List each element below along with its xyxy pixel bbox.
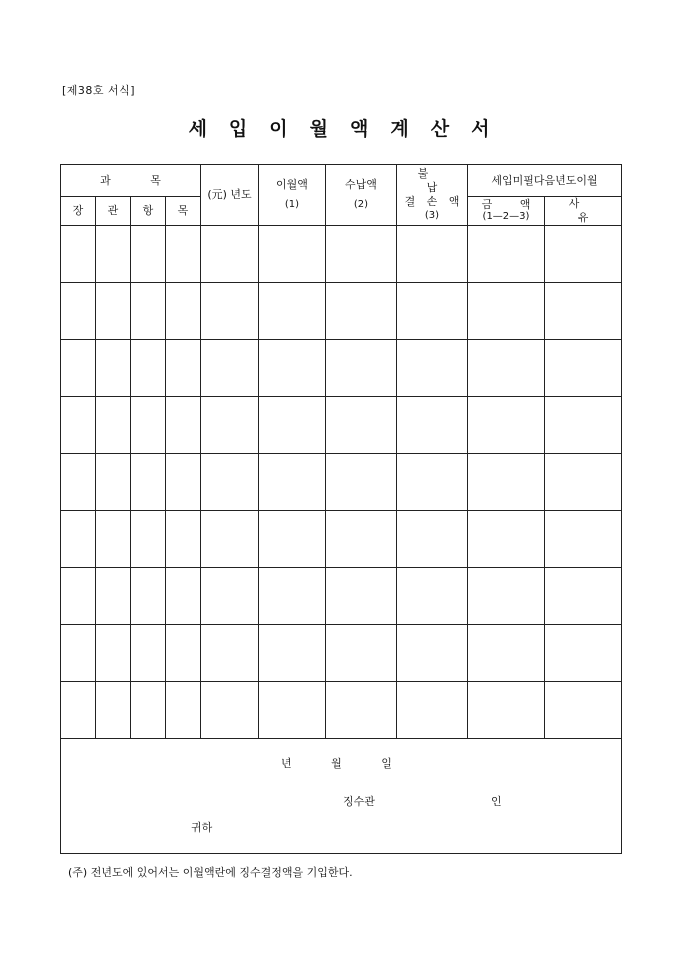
table-cell[interactable]: [166, 283, 201, 340]
table-cell[interactable]: [259, 340, 326, 397]
table-cell[interactable]: [545, 283, 622, 340]
table-cell[interactable]: [166, 454, 201, 511]
table-cell[interactable]: [61, 283, 96, 340]
table-cell[interactable]: [397, 682, 468, 739]
table-cell[interactable]: [131, 226, 166, 283]
table-cell[interactable]: [96, 625, 131, 682]
table-cell[interactable]: [96, 340, 131, 397]
table-cell[interactable]: [326, 568, 397, 625]
table-cell[interactable]: [61, 454, 96, 511]
header-row-1: [61, 165, 622, 197]
amount-label: 금 액: [481, 198, 543, 211]
table-cell[interactable]: [131, 625, 166, 682]
title-char: 월: [309, 118, 330, 140]
table-cell[interactable]: [545, 625, 622, 682]
table-cell[interactable]: [131, 283, 166, 340]
table-cell[interactable]: [259, 568, 326, 625]
table-cell[interactable]: [259, 226, 326, 283]
table-cell[interactable]: [259, 454, 326, 511]
table-cell[interactable]: [397, 226, 468, 283]
header-amount: [468, 197, 545, 226]
carryover-number: (1): [284, 199, 300, 210]
table-cell[interactable]: [259, 511, 326, 568]
signature-section: [61, 739, 622, 854]
table-row: [61, 340, 622, 397]
table-cell[interactable]: [201, 397, 259, 454]
table-cell[interactable]: [545, 397, 622, 454]
table-row: [61, 511, 622, 568]
table-cell[interactable]: [326, 397, 397, 454]
header-received: [326, 165, 397, 226]
carryover-label: 이월액: [276, 178, 308, 191]
title-char: 입: [228, 118, 250, 140]
table-cell[interactable]: [545, 226, 622, 283]
table-cell[interactable]: [468, 625, 545, 682]
received-number: (2): [353, 199, 369, 210]
table-cell[interactable]: [61, 226, 96, 283]
header-gwan: 관: [96, 197, 131, 226]
table-row: [61, 568, 622, 625]
table-cell[interactable]: [96, 397, 131, 454]
table-cell[interactable]: [201, 682, 259, 739]
table-cell[interactable]: [61, 397, 96, 454]
table-cell[interactable]: [201, 226, 259, 283]
footnote: (주) 전년도에 있어서는 이월액란에 징수결정액을 기입한다.: [68, 866, 353, 879]
table-cell[interactable]: [131, 454, 166, 511]
table-row: [61, 283, 622, 340]
table-cell[interactable]: [201, 625, 259, 682]
table-cell[interactable]: [166, 568, 201, 625]
header-next-year: 세입미필다음년도이월: [468, 165, 622, 197]
title-char: 계: [390, 118, 411, 140]
title-char: 서: [471, 118, 492, 140]
table-cell[interactable]: [61, 340, 96, 397]
header-carryover: [259, 165, 326, 226]
table-cell[interactable]: [468, 340, 545, 397]
table-cell[interactable]: [397, 454, 468, 511]
table-cell[interactable]: [545, 511, 622, 568]
table-cell[interactable]: [326, 625, 397, 682]
table-cell[interactable]: [61, 568, 96, 625]
table-cell[interactable]: [166, 682, 201, 739]
table-row: [61, 226, 622, 283]
table-cell[interactable]: [259, 397, 326, 454]
table-cell[interactable]: [468, 511, 545, 568]
table-cell[interactable]: [545, 682, 622, 739]
title-char: 산: [430, 118, 452, 140]
header-mok: 목: [166, 197, 201, 226]
table-cell[interactable]: [166, 511, 201, 568]
table-row: [61, 682, 622, 739]
table-cell[interactable]: [397, 625, 468, 682]
table-cell[interactable]: [96, 568, 131, 625]
form-number: [제38호 서식]: [62, 84, 136, 97]
table-cell[interactable]: [468, 397, 545, 454]
signature-cell: [61, 739, 622, 854]
table-row: [61, 625, 622, 682]
recipient-label: 귀하: [191, 821, 213, 834]
table-cell[interactable]: [326, 454, 397, 511]
table-cell[interactable]: [201, 568, 259, 625]
table-cell[interactable]: [131, 511, 166, 568]
table-cell[interactable]: [468, 568, 545, 625]
table-cell[interactable]: [201, 340, 259, 397]
table-cell[interactable]: [468, 226, 545, 283]
received-label: 수납액: [345, 178, 377, 191]
table-row: [61, 397, 622, 454]
table-cell[interactable]: [96, 682, 131, 739]
header-reason: 사 유: [545, 197, 622, 226]
table-cell[interactable]: [545, 568, 622, 625]
unpaid-label-line1: 불 납: [417, 167, 456, 194]
table-cell[interactable]: [468, 454, 545, 511]
header-unpaid: [397, 165, 468, 226]
title-char: 이: [269, 118, 290, 140]
table-cell[interactable]: [96, 226, 131, 283]
table-cell[interactable]: [201, 454, 259, 511]
table-cell[interactable]: [131, 568, 166, 625]
table-cell[interactable]: [326, 511, 397, 568]
table-cell[interactable]: [468, 682, 545, 739]
header-year: (元) 년도: [201, 165, 259, 226]
unpaid-label-line2: 결 손 액: [404, 195, 464, 208]
header-hang: 항: [131, 197, 166, 226]
table-cell[interactable]: [326, 682, 397, 739]
table-cell[interactable]: [545, 454, 622, 511]
table-cell[interactable]: [96, 454, 131, 511]
table-cell[interactable]: [259, 283, 326, 340]
title-char: 세: [188, 118, 209, 140]
header-subject: 과 목: [61, 165, 201, 197]
table-cell[interactable]: [326, 283, 397, 340]
table-cell[interactable]: [166, 397, 201, 454]
table-cell[interactable]: [326, 340, 397, 397]
table-cell[interactable]: [166, 226, 201, 283]
table-cell[interactable]: [96, 511, 131, 568]
table-cell[interactable]: [131, 682, 166, 739]
seal-mark: 인: [491, 795, 502, 808]
table-cell[interactable]: [201, 283, 259, 340]
table-cell[interactable]: [131, 397, 166, 454]
title-char: 액: [350, 118, 371, 140]
table-row: [61, 454, 622, 511]
table-cell[interactable]: [61, 682, 96, 739]
table-cell[interactable]: [131, 340, 166, 397]
table-cell[interactable]: [397, 283, 468, 340]
table-cell[interactable]: [397, 340, 468, 397]
table-cell[interactable]: [259, 682, 326, 739]
header-jang: 장: [61, 197, 96, 226]
table-cell[interactable]: [61, 511, 96, 568]
table-cell[interactable]: [201, 511, 259, 568]
table-cell[interactable]: [166, 625, 201, 682]
table-cell[interactable]: [96, 283, 131, 340]
document-title: [0, 114, 680, 141]
table-cell[interactable]: [397, 568, 468, 625]
date-line[interactable]: 년 월 일: [281, 757, 392, 770]
table-cell[interactable]: [166, 340, 201, 397]
table-cell[interactable]: [397, 397, 468, 454]
table-cell[interactable]: [397, 511, 468, 568]
amount-formula: (1—2—3): [482, 211, 530, 222]
carryover-calculation-table: [60, 164, 622, 854]
table-cell[interactable]: [259, 625, 326, 682]
table-cell[interactable]: [61, 625, 96, 682]
unpaid-number: (3): [424, 210, 440, 221]
table-cell[interactable]: [326, 226, 397, 283]
table-cell[interactable]: [545, 340, 622, 397]
table-cell[interactable]: [468, 283, 545, 340]
collecting-officer-label: 징수관: [343, 795, 375, 808]
